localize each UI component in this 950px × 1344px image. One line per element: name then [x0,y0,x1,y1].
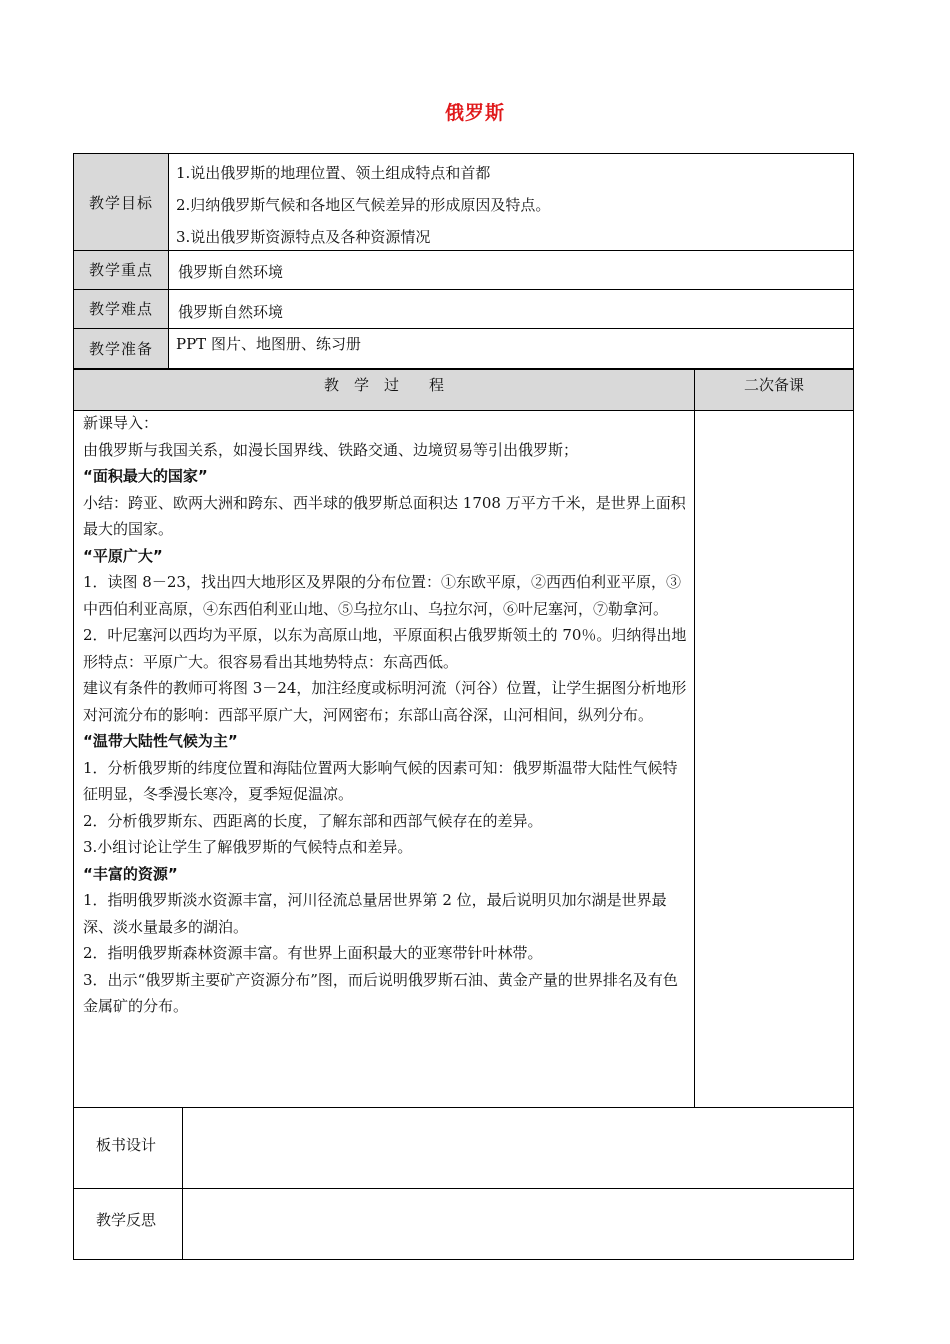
section-heading: “丰富的资源” [83,864,178,883]
table-border [73,368,854,370]
table-border [73,328,854,329]
process-paragraph: 小结：跨亚、欧两大洲和跨东、西半球的俄罗斯总面积达 1708 万平方千米，是世界上面积最大的国家。 [83,493,686,538]
process-paragraph: 1．读图 8－23，找出四大地形区及界限的分布位置：①东欧平原，②西西伯利亚平原，③中西伯利亚高原，④东西伯利亚山地、⑤乌拉尔山、乌拉尔河，⑥叶尼塞河，⑦勒拿河。2．叶尼塞河以西均为平原，以东为高原山地，平原面积占俄罗斯领土的 70％。归纳得出地形特点：平原广大。很容易看出其地势特点：东高西低。 [83,573,687,671]
label-keypoint: 教学重点 [74,250,168,289]
process-paragraph: 新课导入： [83,414,159,432]
board-design-label: 板书设计 [96,1136,157,1154]
difficulty-value: 俄罗斯自然环境 [178,303,284,321]
process-paragraph: 2．分析俄罗斯东、西距离的长度，了解东部和西部气候存在的差异。 [83,811,543,830]
table-border [694,369,695,1108]
table-border [73,1107,854,1108]
table-border [73,250,854,251]
label-objectives: 教学目标 [74,154,168,250]
table-border [73,289,854,290]
process-paragraph: 3．出示“俄罗斯主要矿产资源分布”图，而后说明俄罗斯石油、黄金产量的世界排名及有色金属矿的分布。 [83,970,678,1015]
keypoint-value: 俄罗斯自然环境 [178,263,284,281]
table-border [73,1259,854,1260]
objective-item-1: 1.说出俄罗斯的地理位置、领土组成特点和首都 [176,164,491,182]
section-heading: “平原广大” [83,546,163,565]
section-heading: “温带大陆性气候为主” [83,732,238,750]
prep-value: PPT 图片、地图册、练习册 [176,335,361,353]
process-paragraph: 1．指明俄罗斯淡水资源丰富，河川径流总量居世界第 2 位，最后说明贝加尔湖是世界最深、淡水量最多的湖泊。 [83,891,667,936]
label-difficulty: 教学难点 [74,289,168,328]
process-paragraph: 1．分析俄罗斯的纬度位置和海陆位置两大影响气候的因素可知：俄罗斯温带大陆性气候特征明显，冬季漫长寒冷，夏季短促温凉。 [83,758,678,803]
reflection-label: 教学反思 [96,1211,157,1229]
table-border [73,153,854,154]
process-body [83,410,691,1020]
process-header: 教 学 过 程 [323,376,444,394]
objective-item-3: 3.说出俄罗斯资源特点及各种资源情况 [176,228,431,246]
section-heading: “面积最大的国家” [83,467,208,485]
page-title: 俄罗斯 [444,102,505,124]
table-border [73,1188,854,1189]
table-border [182,1107,183,1260]
table-border [853,153,854,1260]
table-border [73,153,74,1260]
second-prep-header: 二次备课 [743,376,804,394]
process-paragraph: 3.小组讨论让学生了解俄罗斯的气候特点和差异。 [83,838,413,856]
table-border [168,153,169,369]
objective-item-2: 2.归纳俄罗斯气候和各地区气候差异的形成原因及特点。 [176,196,551,214]
process-paragraph: 建议有条件的教师可将图 3－24，加注经度或标明河流（河谷）位置，让学生据图分析地形对河流分布的影响：西部平原广大，河网密布；东部山高谷深，山河相间，纵列分布。 [83,679,687,724]
process-paragraph: 2．指明俄罗斯森林资源丰富。有世界上面积最大的亚寒带针叶林带。 [83,944,543,962]
label-prep: 教学准备 [74,328,168,368]
process-paragraph: 由俄罗斯与我国关系，如漫长国界线、铁路交通、边境贸易等引出俄罗斯； [83,440,579,459]
